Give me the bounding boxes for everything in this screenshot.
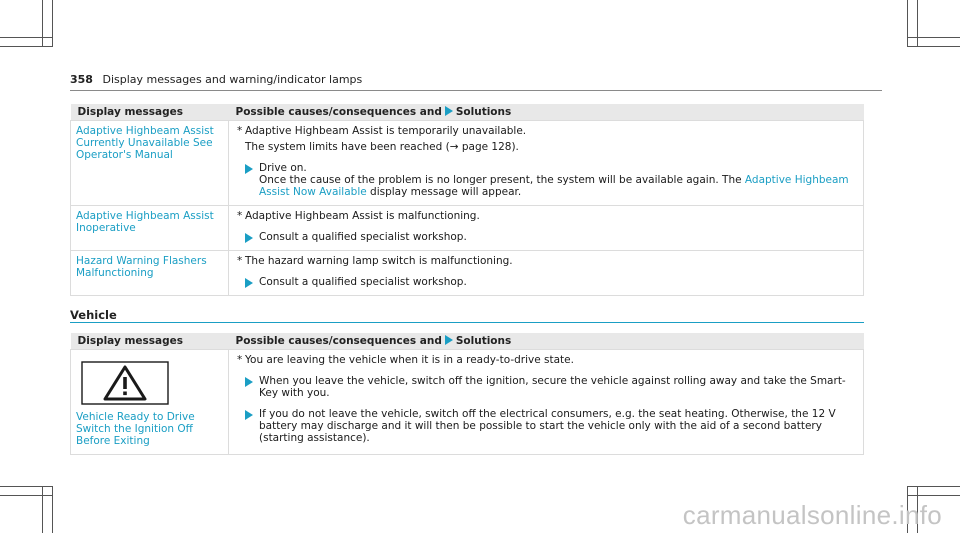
note-text: The system limits have been reached (→ page 128). (245, 141, 519, 153)
display-message: Hazard Warning Flashers Malfunctioning (71, 251, 229, 296)
header-divider (70, 90, 882, 91)
step-arrow-icon (245, 164, 253, 174)
vehicle-messages-table (70, 333, 864, 455)
page-number: 358 (70, 73, 93, 86)
table-header-row (71, 104, 864, 121)
crop-mark (52, 486, 53, 533)
crop-mark (42, 0, 43, 47)
causes-cell: * The hazard warning lamp switch is malfunctioning. Consult a qualified specialist workshop. (229, 251, 864, 296)
step-arrow-icon (245, 278, 253, 288)
cause-text: You are leaving the vehicle when it is in a ready-to-drive state. (245, 354, 574, 366)
column-header-causes: Possible causes/consequences and Solutions (229, 104, 864, 121)
solution-step: Drive on. Once the cause of the problem is no longer present, the system will be available again. The Adaptive Highbeam Assist Now Available display message will appear. (245, 162, 855, 198)
section-title: Vehicle (70, 308, 117, 322)
column-header-messages: Display messages (71, 333, 229, 350)
causes-cell: * Adaptive Highbeam Assist is temporarily unavailable. The system limits have been reached (→ page 128). Drive on. Once the cause of the problem is no longer present, the system will be available again. The Adaptive Highbeam Assist Now Available display message will appear. (229, 121, 864, 206)
causes-cell: * Adaptive Highbeam Assist is malfunctioning. Consult a qualified specialist workshop. (229, 206, 864, 251)
column-header-causes: Possible causes/consequences and Solutions (229, 333, 864, 350)
crop-mark (907, 0, 908, 47)
table-header-row (71, 333, 864, 350)
crop-mark (917, 0, 918, 47)
crop-mark (907, 486, 960, 487)
display-message-cell (71, 350, 229, 455)
arrow-icon (445, 335, 453, 345)
crop-mark (0, 486, 53, 487)
crop-mark (0, 495, 53, 496)
watermark: carmanualsonline.info (682, 500, 942, 530)
crop-mark (42, 486, 43, 533)
cause-text: The hazard warning lamp switch is malfunctioning. (245, 255, 513, 267)
table-row (71, 206, 864, 251)
page-title: Display messages and warning/indicator lamps (102, 73, 363, 86)
cause-text: Adaptive Highbeam Assist is temporarily unavailable. (245, 125, 527, 137)
display-message: Adaptive Highbeam Assist Currently Unavailable See Operator's Manual (71, 121, 229, 206)
solution-step: If you do not leave the vehicle, switch off the electrical consumers, e.g. the seat heating. Otherwise, the 12 V battery may discharge and it will then be possible to start the vehicle only with the aid of a second battery (starting assistance). (245, 408, 855, 444)
causes-cell: * You are leaving the vehicle when it is in a ready-to-drive state. When you leave the vehicle, switch off the ignition, secure the vehicle against rolling away and take the Smart-Key with you. If you do not leave the vehicle, switch off the electrical consumers, e.g. the seat heating. Otherwise, the 12 V battery may discharge and it will then be possible to start the vehicle only with the aid of a second battery (starting assistance). (229, 350, 864, 455)
crop-mark (0, 46, 53, 47)
solution-step: Consult a qualified specialist workshop. (245, 276, 855, 288)
table-row (71, 350, 864, 455)
solution-step: When you leave the vehicle, switch off the ignition, secure the vehicle against rolling away and take the Smart-Key with you. (245, 375, 855, 399)
page-header (70, 73, 362, 86)
crop-mark (907, 495, 960, 496)
step-arrow-icon (245, 410, 253, 420)
warning-triangle-icon (81, 361, 169, 405)
step-arrow-icon (245, 377, 253, 387)
crop-mark (907, 37, 960, 38)
display-message: Adaptive Highbeam Assist Inoperative (71, 206, 229, 251)
crop-mark (52, 0, 53, 47)
display-message-reference: Adaptive Highbeam Assist Now Available (259, 174, 849, 198)
arrow-icon (445, 106, 453, 116)
cause-text: Adaptive Highbeam Assist is malfunctioning. (245, 210, 480, 222)
crop-mark (0, 37, 53, 38)
table-row (71, 121, 864, 206)
table-row (71, 251, 864, 296)
crop-mark (907, 46, 960, 47)
step-arrow-icon (245, 233, 253, 243)
messages-table (70, 104, 864, 296)
solution-step: Consult a qualified specialist workshop. (245, 231, 855, 243)
display-message: Vehicle Ready to Drive Switch the Ignition Off Before Exiting (76, 411, 195, 447)
column-header-messages: Display messages (71, 104, 229, 121)
section-divider (70, 322, 864, 323)
